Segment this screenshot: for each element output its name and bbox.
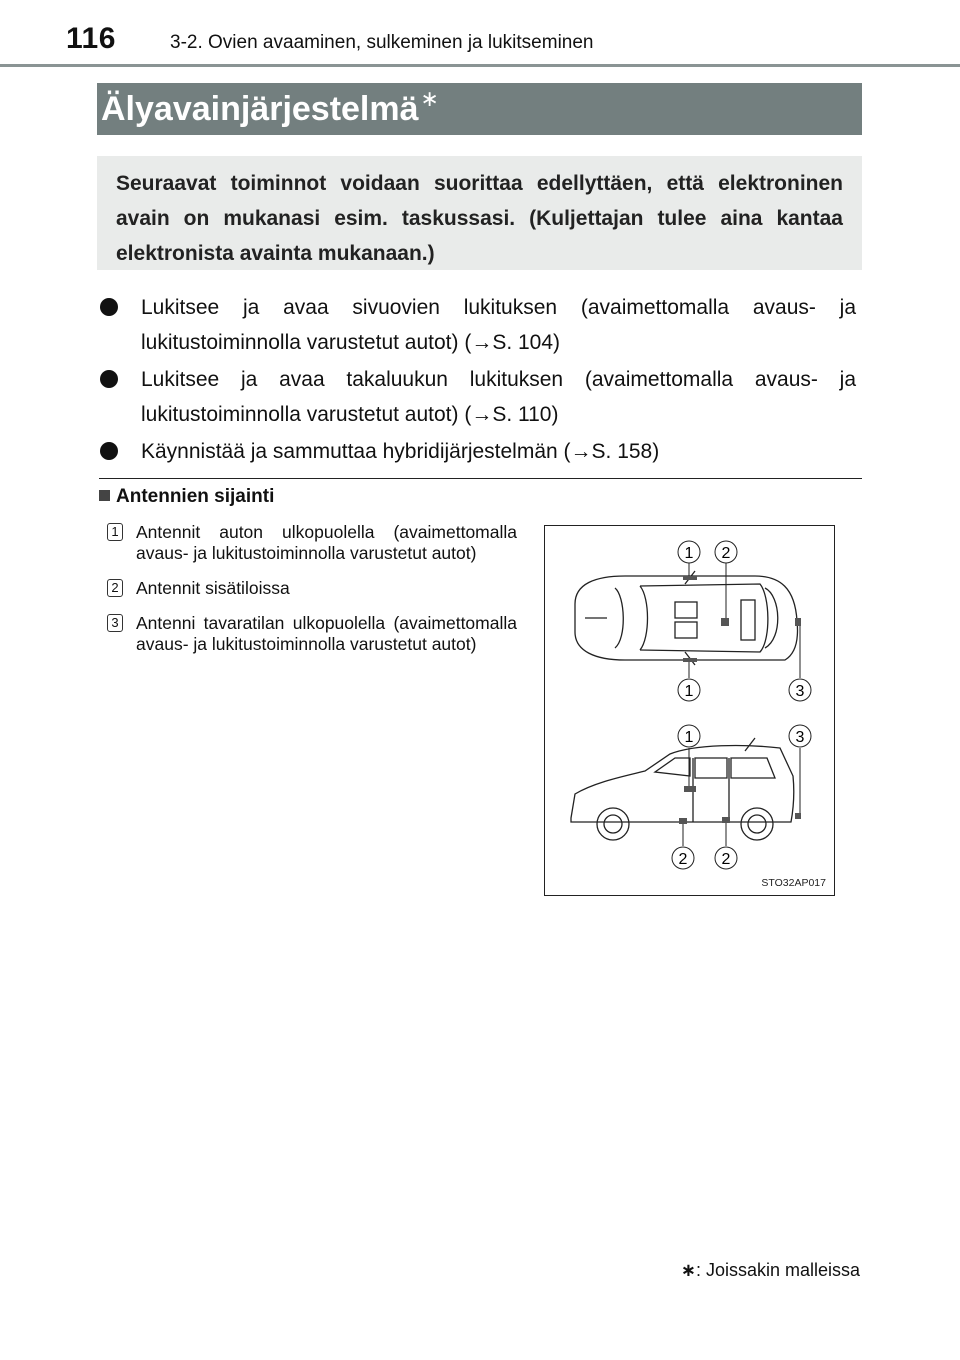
figure-code: STO32AP017 xyxy=(761,877,826,889)
list-item xyxy=(99,434,856,469)
callout-3-bottom xyxy=(789,679,811,701)
list-item xyxy=(99,290,856,360)
section-title: Älyavainjärjestelmä xyxy=(101,90,419,128)
callout-2-side-left xyxy=(672,847,694,869)
legend-number: 1 xyxy=(107,523,123,541)
section-title-asterisk: ∗ xyxy=(420,86,439,111)
legend-number: 3 xyxy=(107,614,123,632)
chapter-heading: 3-2. Ovien avaaminen, sulkeminen ja lukitseminen xyxy=(170,32,594,53)
callout-2-top xyxy=(715,541,737,563)
car-top-view-illustration xyxy=(575,571,798,665)
svg-text:1: 1 xyxy=(684,545,694,562)
list-item-text: Käynnistää ja sammuttaa hybridijärjestelmän (→S. 158) xyxy=(141,440,660,463)
svg-text:2: 2 xyxy=(678,851,688,868)
callout-1-bottom xyxy=(678,679,700,701)
svg-text:3: 3 xyxy=(795,729,805,746)
bullet-icon xyxy=(100,370,118,388)
callout-1-side xyxy=(678,725,700,747)
antenna-location-figure xyxy=(544,525,835,896)
section-divider xyxy=(99,478,862,479)
page-number: 116 xyxy=(66,22,116,55)
legend-item xyxy=(107,613,517,655)
legend-text: Antennit auton ulkopuolella (avaimettomalla avaus- ja lukitustoiminnolla varustetut autot) xyxy=(136,522,517,563)
callout-1-top xyxy=(678,541,700,563)
car-diagram xyxy=(545,526,836,897)
subsection-heading xyxy=(99,486,274,508)
list-item-text: Lukitsee ja avaa sivuovien lukituksen (avaimettomalla avaus- ja lukitustoiminnolla varustetut autot) (→S. 104) xyxy=(141,296,856,354)
callout-3-side xyxy=(789,725,811,747)
footnote-asterisk: ∗ xyxy=(680,1260,696,1280)
footnote-text: : Joissakin malleissa xyxy=(695,1260,860,1280)
svg-text:1: 1 xyxy=(684,683,694,700)
list-item xyxy=(99,362,856,432)
callout-2-side-right xyxy=(715,847,737,869)
legend-text: Antenni tavaratilan ulkopuolella (avaimettomalla avaus- ja lukitustoiminnolla varustetut autot) xyxy=(136,613,517,654)
car-side-view-illustration xyxy=(571,738,794,840)
legend-text: Antennit sisätiloissa xyxy=(136,578,290,598)
legend-item xyxy=(107,578,517,599)
legend-number: 2 xyxy=(107,579,123,597)
footnote xyxy=(681,1260,860,1281)
svg-text:2: 2 xyxy=(721,851,731,868)
intro-box: Seuraavat toiminnot voidaan suorittaa edellyttäen, että elektroninen avain on mukanasi esim. taskussasi. (Kuljettajan tulee aina kantaa elektronista avainta mukanaan.) xyxy=(97,156,862,270)
bullet-list xyxy=(99,290,856,471)
list-item-text: Lukitsee ja avaa takaluukun lukituksen (avaimettomalla avaus- ja lukitustoiminnolla varustetut autot) (→S. 110) xyxy=(141,368,856,426)
svg-text:2: 2 xyxy=(721,545,731,562)
bullet-icon xyxy=(100,298,118,316)
square-bullet-icon xyxy=(99,490,110,501)
svg-text:1: 1 xyxy=(684,729,694,746)
antenna-legend xyxy=(107,522,517,669)
bullet-icon xyxy=(100,442,118,460)
header-divider xyxy=(0,64,960,67)
svg-text:3: 3 xyxy=(795,683,805,700)
legend-item xyxy=(107,522,517,564)
section-title-bar xyxy=(97,83,862,135)
subsection-title: Antennien sijainti xyxy=(116,486,275,507)
